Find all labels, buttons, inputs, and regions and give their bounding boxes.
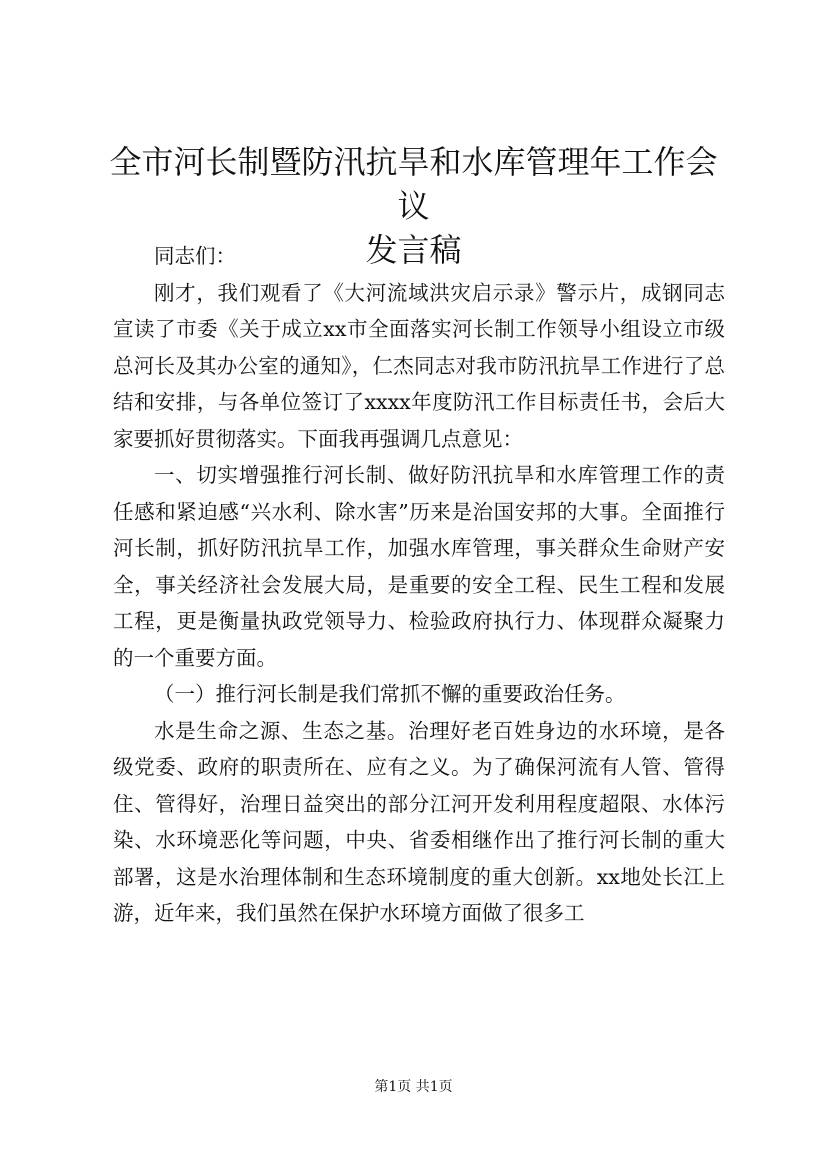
body-paragraph: 水是生命之源、生态之基。治理好老百姓身边的水环境，是各级党委、政府的职责所在、应有之义。为了确保河流有人管、管得住、管得好，治理日益突出的部分江河开发利用程度超限、水体污染、水环境恶化等问题，中央、省委相继作出了推行河长制的重大部署，这是水治理体制和生态环境制度的重大创新。xx地处长江上游，近年来，我们虽然在保护水环境方面做了很多工 (113, 718, 725, 925)
subsection-heading: （一）推行河长制是我们常抓不懈的重要政治任务。 (154, 682, 626, 706)
salutation-paragraph: 同志们： (154, 244, 236, 268)
title-line-2: 发言稿 (365, 231, 462, 269)
body-paragraph: 刚才，我们观看了《大河流域洪灾启示录》警示片，成钢同志宣读了市委《关于成立xx市全面落实河长制工作领导小组设立市级总河长及其办公室的通知》，仁杰同志对我市防汛抗旱工作进行了总结和安排，与各单位签订了xxxx年度防汛工作目标责任书，会后大家要抓好贯彻落实。下面我再强调几点意见： (113, 280, 725, 451)
section-heading-paragraph: 一、切实增强推行河长制、做好防汛抗旱和水库管理工作的责任感和紧迫感“兴水利、除水害”历来是治国安邦的大事。全面推行河长制，抓好防汛抗旱工作，加强水库管理，事关群众生命财产安全，事关经济社会发展大局，是重要的安全工程、民生工程和发展工程，更是衡量执政党领导力、检验政府执行力、体现群众凝聚力的一个重要方面。 (113, 463, 725, 670)
title-line-1: 全市河长制暨防汛抗旱和水库管理年工作会议 (109, 143, 718, 225)
page-footer: 第1页 共1页 (374, 1079, 453, 1095)
document-body (113, 238, 725, 932)
